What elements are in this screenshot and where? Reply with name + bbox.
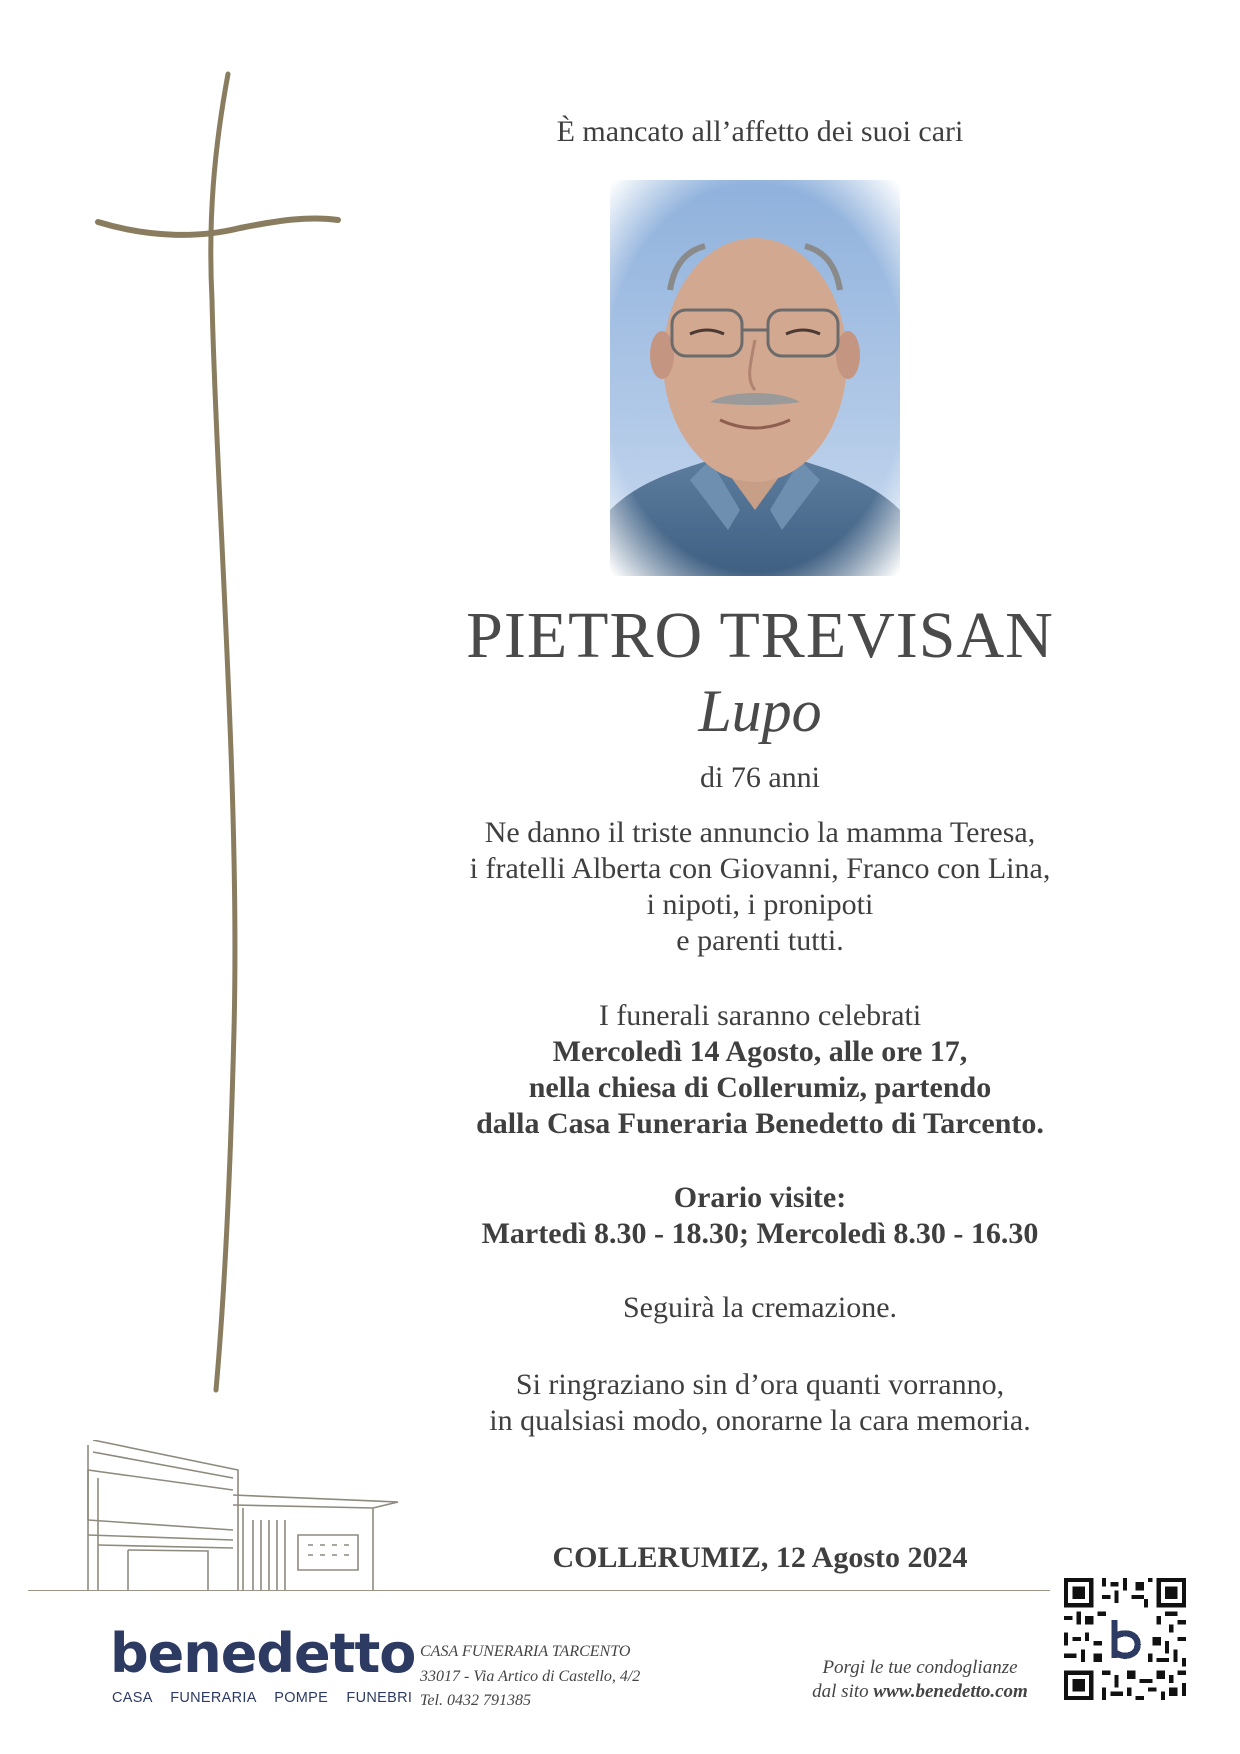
funeral-home-building-illustration xyxy=(28,1440,408,1590)
logo-subtitle: CASA FUNERARIA POMPE FUNEBRI xyxy=(112,1690,413,1706)
address-line: 33017 - Via Artico di Castello, 4/2 xyxy=(420,1667,641,1685)
announcement-block xyxy=(420,815,1100,959)
announcement-line: Ne danno il triste annuncio la mamma Teresa, xyxy=(484,816,1036,849)
visits-hours: Martedì 8.30 - 18.30; Mercoledì 8.30 - 16.30 xyxy=(481,1217,1039,1250)
visits-block xyxy=(420,1180,1100,1252)
funeral-line: nella chiesa di Collerumiz, partendo xyxy=(528,1071,992,1104)
thanks-line: in qualsiasi modo, onorarne la cara memoria. xyxy=(489,1404,1031,1437)
place-date: COLLERUMIZ, 12 Agosto 2024 xyxy=(552,1541,968,1574)
announcement-line: e parenti tutti. xyxy=(676,924,844,957)
thanks-line: Si ringraziano sin d’ora quanti vorranno, xyxy=(515,1368,1005,1401)
condolences-line: Porgi le tue condoglianze xyxy=(822,1657,1018,1678)
intro-text: È mancato all’affetto dei suoi cari xyxy=(556,115,964,148)
portrait-photo xyxy=(610,180,900,576)
deceased-age: di 76 anni xyxy=(700,761,820,794)
qr-code[interactable] xyxy=(1064,1578,1186,1700)
funeral-home-address xyxy=(420,1640,640,1714)
visits-title: Orario visite: xyxy=(673,1181,847,1214)
deceased-name: PIETRO TREVISAN xyxy=(466,599,1054,672)
website-link[interactable]: www.benedetto.com xyxy=(873,1681,1028,1702)
condolences-line xyxy=(790,1680,1050,1704)
funeral-intro: I funerali saranno celebrati xyxy=(598,999,922,1032)
cross-ornament xyxy=(90,70,350,1400)
condolences-prefix: dal sito xyxy=(812,1681,869,1702)
thanks-block xyxy=(420,1367,1100,1439)
funeral-block xyxy=(420,998,1100,1142)
condolences-note xyxy=(790,1656,1050,1704)
announcement-line: i nipoti, i pronipoti xyxy=(646,888,874,921)
announcement-line: i fratelli Alberta con Giovanni, Franco con Lina, xyxy=(469,852,1051,885)
footer-divider xyxy=(28,1590,1050,1591)
benedetto-logo: benedetto xyxy=(110,1622,416,1685)
address-line: Tel. 0432 791385 xyxy=(420,1692,531,1709)
funeral-line: dalla Casa Funeraria Benedetto di Tarcento. xyxy=(476,1107,1044,1140)
deceased-nickname: Lupo xyxy=(698,678,822,744)
funeral-line: Mercoledì 14 Agosto, alle ore 17, xyxy=(552,1035,968,1068)
address-line: CASA FUNERARIA TARCENTO xyxy=(420,1643,631,1660)
cremation-text: Seguirà la cremazione. xyxy=(622,1291,898,1324)
